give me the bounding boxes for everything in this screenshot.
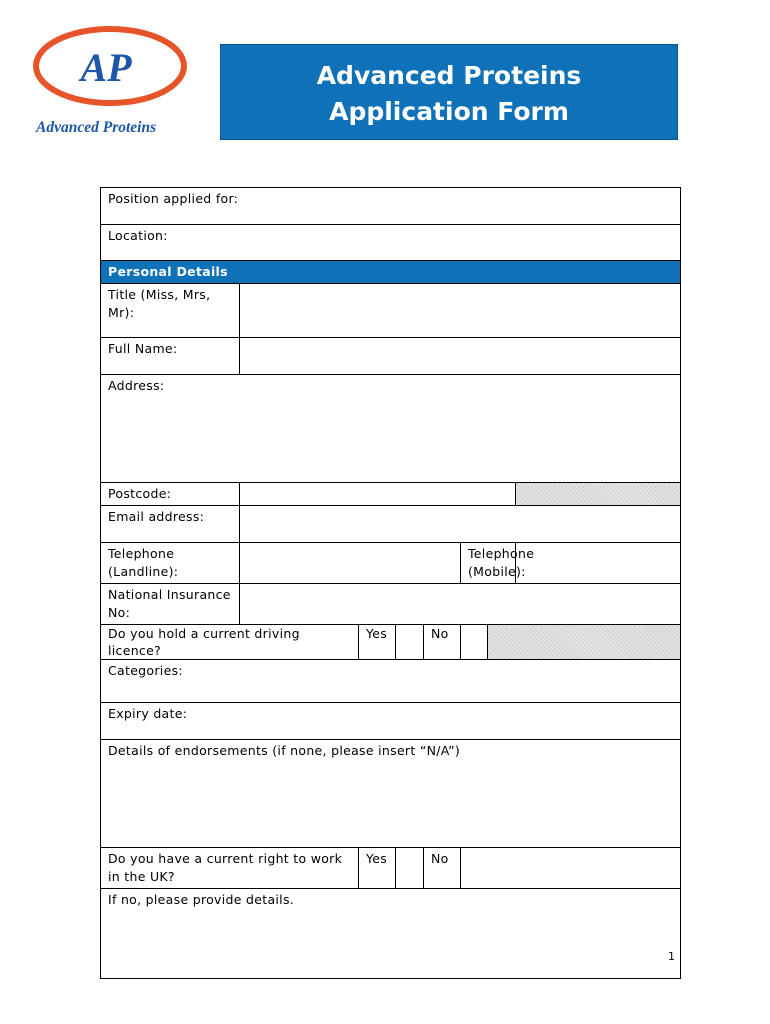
logo-graphic: [30, 24, 200, 139]
title-label: Title (Miss, Mrs, Mr):: [101, 284, 240, 338]
endorsements-field[interactable]: [101, 740, 681, 848]
categories-field[interactable]: [101, 660, 681, 703]
title-input[interactable]: [240, 284, 681, 338]
telephone-mobile-input[interactable]: [516, 543, 681, 584]
row-if-no-details: [101, 889, 681, 979]
page-number: 1: [668, 950, 675, 963]
expiry-date-field[interactable]: [101, 703, 681, 740]
driving-licence-no-label: No: [424, 625, 461, 660]
email-input[interactable]: [240, 506, 681, 543]
location-field[interactable]: [101, 225, 681, 261]
national-insurance-label: National Insurance No:: [101, 584, 240, 625]
company-logo: [30, 24, 200, 139]
driving-licence-question: Do you hold a current driving licence?: [101, 625, 359, 660]
banner-title-line1: Advanced Proteins: [316, 61, 582, 90]
full-name-input[interactable]: [240, 338, 681, 375]
banner-title-line2: Application Form: [329, 97, 569, 126]
position-applied-label: Position applied for:: [108, 191, 239, 206]
location-label: Location:: [108, 228, 168, 243]
row-postcode: [101, 483, 681, 506]
postcode-shaded-cell: [516, 483, 681, 506]
application-form-table: [100, 187, 681, 979]
telephone-landline-input[interactable]: [240, 543, 461, 584]
position-applied-field[interactable]: [101, 188, 681, 225]
postcode-label: Postcode:: [101, 483, 240, 506]
row-full-name: [101, 338, 681, 375]
postcode-input[interactable]: [240, 483, 516, 506]
telephone-landline-label: Telephone (Landline):: [101, 543, 240, 584]
row-right-to-work: [101, 848, 681, 889]
row-personal-details: [101, 261, 681, 284]
row-expiry-date: [101, 703, 681, 740]
email-label: Email address:: [101, 506, 240, 543]
row-address: [101, 375, 681, 483]
driving-licence-shaded-cell: [488, 625, 681, 660]
if-no-details-field[interactable]: [101, 889, 681, 979]
logo-wordmark: Advanced Proteins: [36, 119, 157, 136]
right-to-work-question: Do you have a current right to work in the UK?: [101, 848, 359, 889]
endorsements-label: Details of endorsements (if none, please insert “N/A”): [108, 743, 461, 758]
row-telephone: [101, 543, 681, 584]
row-categories: [101, 660, 681, 703]
logo-monogram: AP: [80, 45, 132, 90]
row-position-applied: [101, 188, 681, 225]
address-field[interactable]: [101, 375, 681, 483]
categories-label: Categories:: [108, 663, 183, 678]
national-insurance-input[interactable]: [240, 584, 681, 625]
right-to-work-no-box[interactable]: [461, 848, 681, 889]
row-national-insurance: [101, 584, 681, 625]
row-email: [101, 506, 681, 543]
driving-licence-no-box[interactable]: [461, 625, 488, 660]
row-location: [101, 225, 681, 261]
full-name-label: Full Name:: [101, 338, 240, 375]
row-driving-licence: [101, 625, 681, 660]
row-title: [101, 284, 681, 338]
address-label: Address:: [108, 378, 165, 393]
driving-licence-yes-label: Yes: [359, 625, 396, 660]
form-title-banner: [220, 44, 678, 140]
if-no-details-label: If no, please provide details.: [108, 892, 295, 907]
expiry-date-label: Expiry date:: [108, 706, 188, 721]
driving-licence-yes-box[interactable]: [396, 625, 424, 660]
right-to-work-yes-label: Yes: [359, 848, 396, 889]
personal-details-heading: Personal Details: [101, 261, 681, 284]
right-to-work-yes-box[interactable]: [396, 848, 424, 889]
row-endorsements: [101, 740, 681, 848]
right-to-work-no-label: No: [424, 848, 461, 889]
telephone-mobile-label: Telephone (Mobile):: [461, 543, 516, 584]
